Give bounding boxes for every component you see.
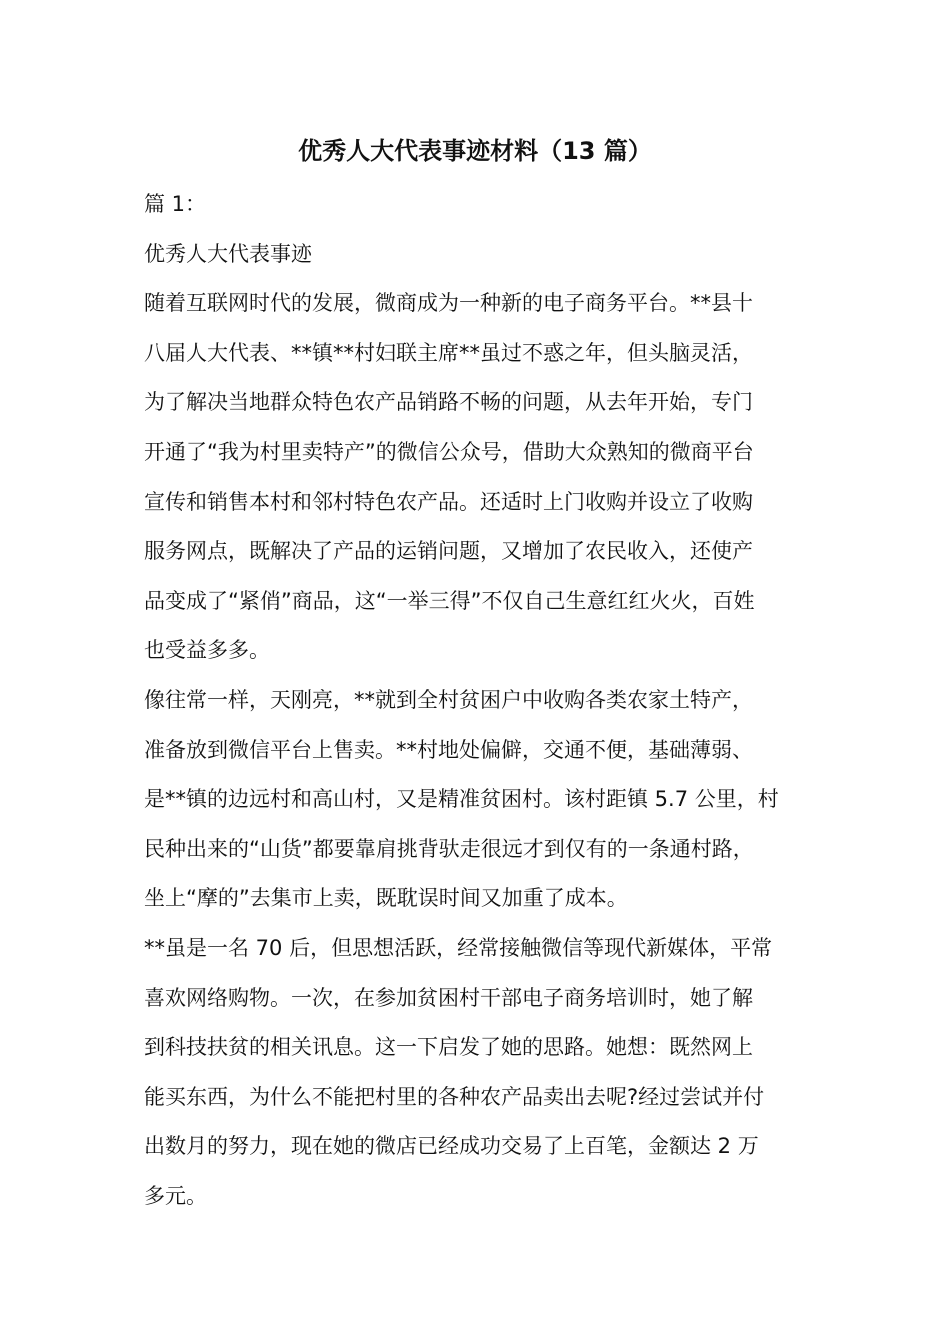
paragraph-line: 为了解决当地群众特色农产品销路不畅的问题，从去年开始，专门 [144, 390, 753, 415]
document-body [144, 180, 808, 1221]
paragraph-line: 品变成了“紧俏”商品，这“一举三得”不仅自己生意红红火火，百姓 [144, 588, 755, 613]
paragraph-line: 到科技扶贫的相关讯息。这一下启发了她的思路。她想：既然网上 [144, 1035, 753, 1060]
paragraph-1 [144, 279, 808, 676]
paragraph-line: 宣传和销售本村和邻村特色农产品。还适时上门收购并设立了收购 [144, 489, 753, 514]
paragraph-line: 民种出来的“山货”都要靠肩挑背驮走很远才到仅有的一条通村路， [144, 836, 754, 861]
paragraph-line: 出数月的努力，现在她的微店已经成功交易了上百笔，金额达 2 万 [144, 1134, 759, 1159]
paragraph-line: 开通了“我为村里卖特产”的微信公众号，借助大众熟知的微商平台 [144, 439, 754, 464]
document-title: 优秀人大代表事迹材料（13 篇） [298, 137, 652, 165]
paragraph-3 [144, 924, 808, 1222]
paragraph-2 [144, 676, 808, 924]
section-label: 篇 1： [144, 192, 207, 216]
paragraph-line: 服务网点，既解决了产品的运销问题，又增加了农民收入，还使产 [144, 539, 753, 564]
paragraph-line: 是**镇的边远村和高山村，又是精准贫困村。该村距镇 5.7 公里，村 [144, 787, 779, 812]
paragraph-line: 坐上“摩的”去集市上卖，既耽误时间又加重了成本。 [144, 886, 628, 911]
paragraph-line: 能买东西，为什么不能把村里的各种农产品卖出去呢?经过尝试并付 [144, 1084, 765, 1109]
paragraph-line: 准备放到微信平台上售卖。**村地处偏僻，交通不便，基础薄弱、 [144, 737, 753, 762]
paragraph-line: 随着互联网时代的发展，微商成为一种新的电子商务平台。**县十 [144, 291, 753, 316]
document-subtitle: 优秀人大代表事迹 [144, 241, 312, 266]
paragraph-line: 喜欢网络购物。一次，在参加贫困村干部电子商务培训时，她了解 [144, 985, 753, 1010]
paragraph-line: **虽是一名 70 后，但思想活跃，经常接触微信等现代新媒体，平常 [144, 935, 773, 960]
paragraph-line: 也受益多多。 [144, 638, 270, 663]
paragraph-line: 多元。 [144, 1183, 207, 1208]
paragraph-line: 八届人大代表、**镇**村妇联主席**虽过不惑之年，但头脑灵活， [144, 340, 753, 365]
paragraph-line: 像往常一样，天刚亮，**就到全村贫困户中收购各类农家土特产， [144, 687, 753, 712]
